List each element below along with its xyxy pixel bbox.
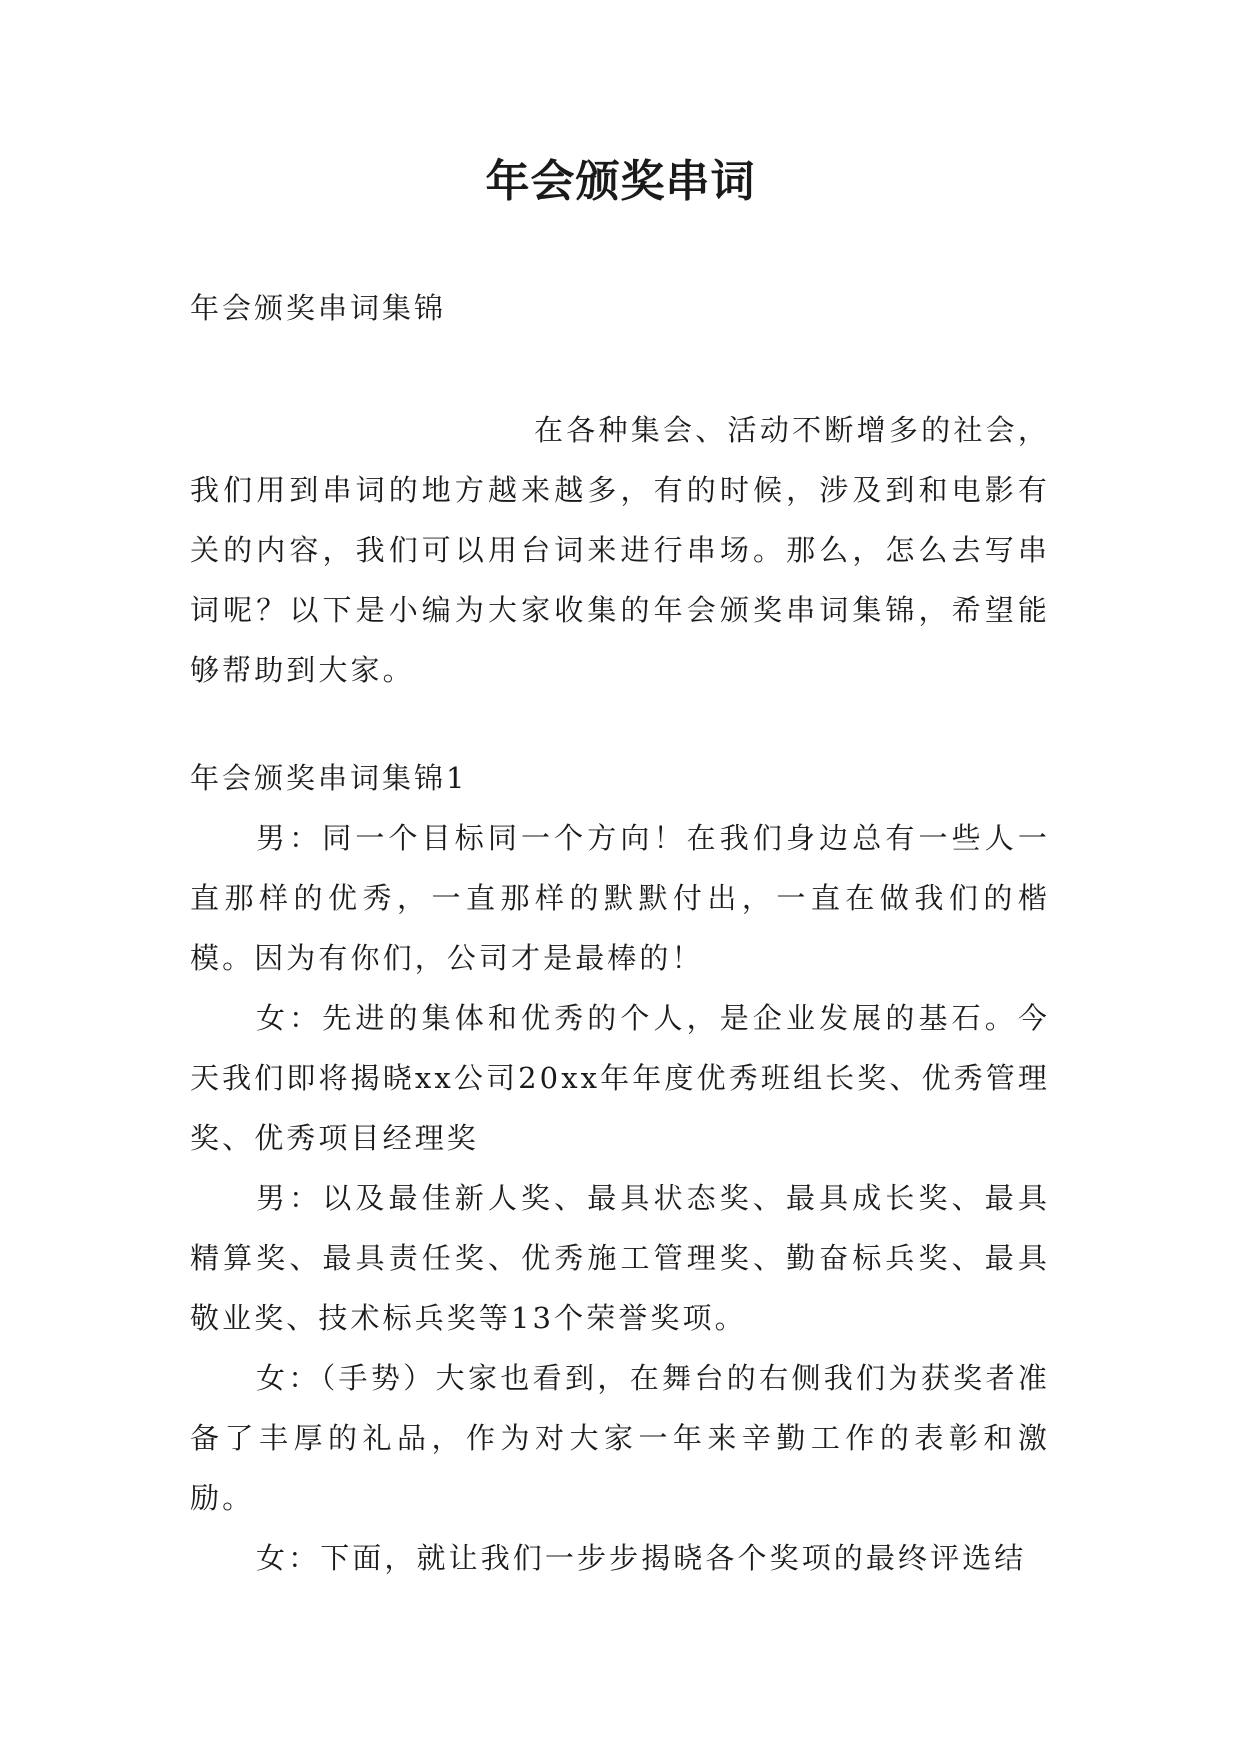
section-title: 年会颁奖串词集锦1 xyxy=(190,761,468,795)
script-paragraph: 女：先进的集体和优秀的个人，是企业发展的基石。今天我们即将揭晓xx公司20xx年年度优秀班组长奖、优秀管理奖、优秀项目经理奖 xyxy=(190,1001,1050,1155)
script-paragraph: 男：以及最佳新人奖、最具状态奖、最具成长奖、最具精算奖、最具责任奖、优秀施工管理奖、勤奋标兵奖、最具敬业奖、技术标兵奖等13个荣誉奖项。 xyxy=(190,1181,1050,1335)
document-subtitle: 年会颁奖串词集锦 xyxy=(190,291,447,325)
script-paragraph: 女：下面，就让我们一步步揭晓各个奖项的最终评选结 xyxy=(256,1541,1027,1575)
script-paragraph: 女：（手势）大家也看到，在舞台的右侧我们为获奖者准备了丰厚的礼品，作为对大家一年来辛勤工作的表彰和激励。 xyxy=(190,1361,1050,1515)
intro-paragraph: 在各种集会、活动不断增多的社会，我们用到串词的地方越来越多，有的时候，涉及到和电影有关的内容，我们可以用台词来进行串场。那么，怎么去写串词呢？以下是小编为大家收集的年会颁奖串词集锦，希望能够帮助到大家。 xyxy=(190,413,1050,687)
document-title: 年会颁奖串词 xyxy=(485,156,756,207)
script-paragraph: 男：同一个目标同一个方向！在我们身边总有一些人一直那样的优秀，一直那样的默默付出，一直在做我们的楷模。因为有你们，公司才是最棒的！ xyxy=(190,821,1050,975)
